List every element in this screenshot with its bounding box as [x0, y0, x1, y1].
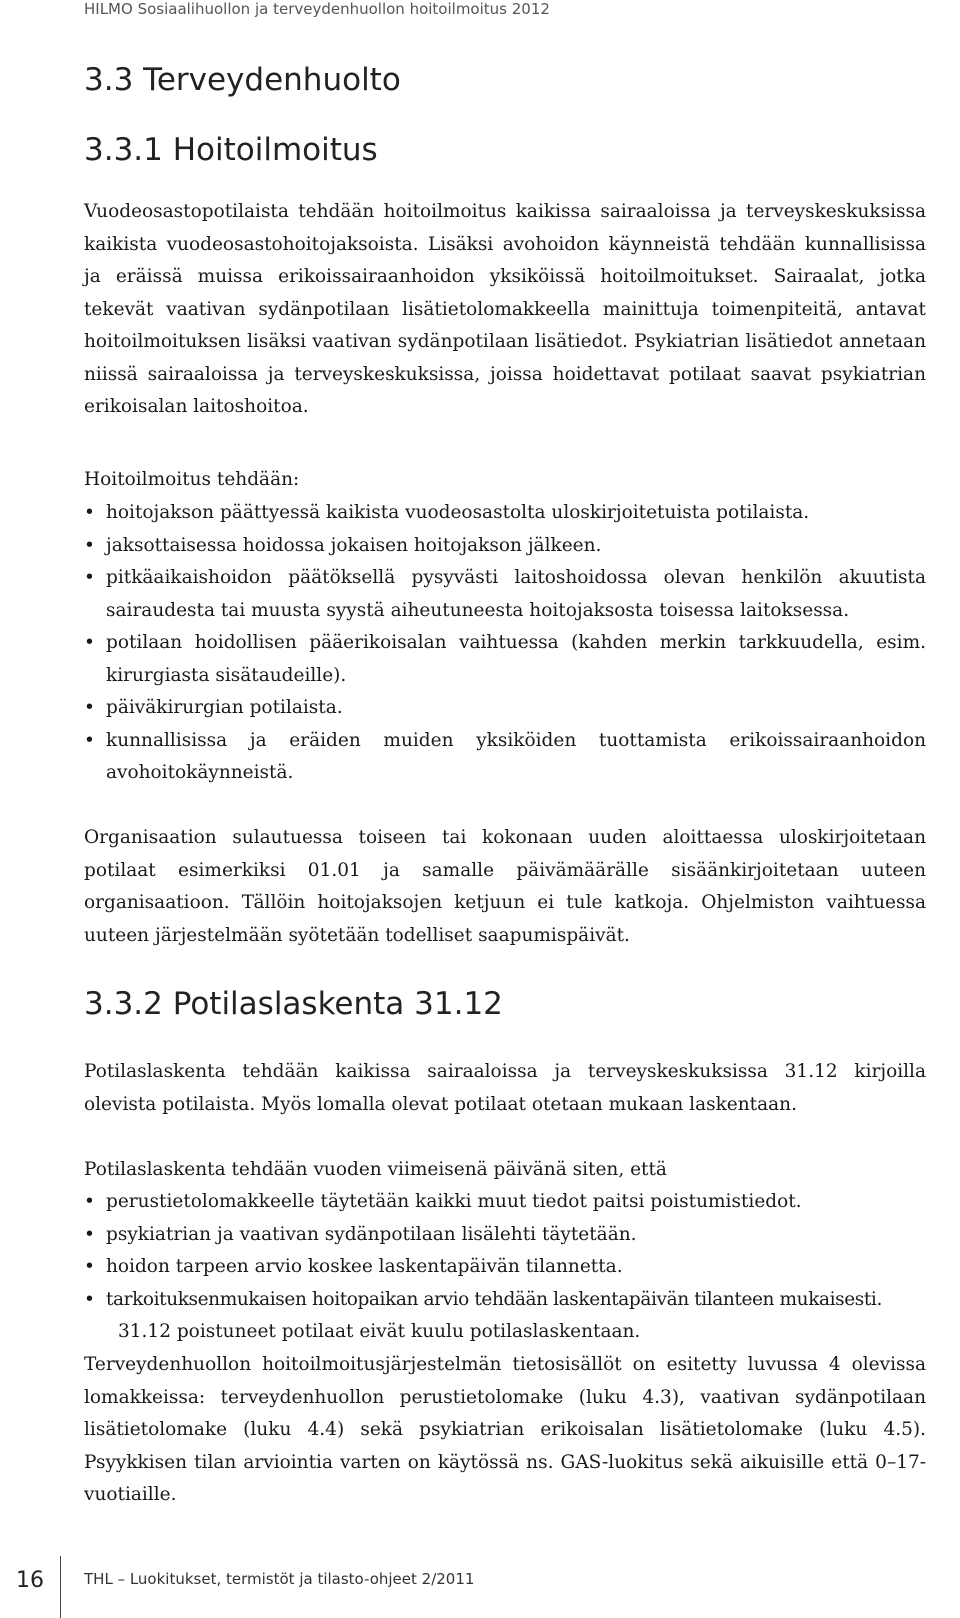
list-item: • potilaan hoidollisen pääerikoisalan vaihtuessa (kahden merkin tarkkuudella, esim. kirurgiasta sisätaudeille). [84, 627, 926, 692]
hoitoilmoitus-intro: Vuodeosastopotilaista tehdään hoitoilmoitus kaikissa sairaaloissa ja terveyskeskuksissa kaikista vuodeosastohoitojaksoista. Lisäksi avohoidon käynneistä tehdään kunnallisissa ja eräissä muissa erikoissairaanhoidon yksiköissä hoitoilmoitukset. Sairaalat, jotka tekevät vaativan sydänpotilaan lisätietolomakkeella mainittuja toimenpiteitä, antavat hoitoilmoituksen lisäksi vaativan sydänpotilaan lisätiedot. Psykiatrian lisätiedot annetaan niissä sairaaloissa ja terveyskeskuksissa, joissa hoidettavat potilaat saavat psykiatrian erikoisalan laitoshoitoa. [84, 201, 926, 417]
list-item: • perustietolomakkeelle täytetään kaikki muut tiedot paitsi poistumistiedot. [84, 1186, 926, 1219]
section-title: 3.3 Terveydenhuolto [84, 62, 401, 98]
list-item: • hoitojakson päättyessä kaikista vuodeosastolta uloskirjoitetuista potilaista. [84, 497, 926, 530]
list-item: • pitkäaikaishoidon päätöksellä pysyvästi laitoshoidossa olevan henkilön akuutista sairaudesta tai muusta syystä aiheutuneesta hoitojaksosta toisessa laitoksessa. [84, 562, 926, 627]
list-item: • jaksottaisessa hoidossa jokaisen hoitojakson jälkeen. [84, 530, 926, 563]
potilaslaskenta-bullet-list [84, 1186, 926, 1316]
page-number: 16 [16, 1568, 44, 1593]
running-header: HILMO Sosiaalihuollon ja terveydenhuollon hoitoilmoitus 2012 [84, 0, 550, 18]
potilaslaskenta-note: 31.12 poistuneet potilaat eivät kuulu potilaslaskentaan. [118, 1321, 641, 1342]
hoitoilmoitus-list-lead: Hoitoilmoitus tehdään: [84, 469, 300, 490]
footer-divider [60, 1556, 61, 1618]
closing-paragraph: Terveydenhuollon hoitoilmoitusjärjestelmän tietosisällöt on esitetty luvussa 4 olevissa lomakkeissa: terveydenhuollon perustietolomake (luku 4.3), vaativan sydänpotilaan lisätietolomake (luku 4.4) sekä psykiatrian erikoisalan lisätietolomake (luku 4.5). Psyykkisen tilan arviointia varten on käytössä ns. GAS-luokitus sekä aikuisille että 0–17-vuotiaille. [84, 1354, 926, 1505]
list-item: • päiväkirurgian potilaista. [84, 692, 926, 725]
hoitoilmoitus-bullet-list [84, 497, 926, 790]
organisation-paragraph: Organisaation sulautuessa toiseen tai kokonaan uuden aloittaessa uloskirjoitetaan potilaat esimerkiksi 01.01 ja samalle päivämäärälle sisäänkirjoitetaan uuteen organisaatioon. Tällöin hoitojaksojen ketjuun ei tule katkoja. Ohjelmiston vaihtuessa uuteen järjestelmään syötetään todelliset saapumispäivät. [84, 827, 926, 946]
potilaslaskenta-list-lead: Potilaslaskenta tehdään vuoden viimeisenä päivänä siten, että [84, 1159, 667, 1180]
subsection-title-hoitoilmoitus: 3.3.1 Hoitoilmoitus [84, 132, 378, 168]
list-item: • kunnallisissa ja eräiden muiden yksiköiden tuottamista erikoissairaanhoidon avohoitokäynneistä. [84, 725, 926, 790]
subsection-title-potilaslaskenta: 3.3.2 Potilaslaskenta 31.12 [84, 986, 503, 1022]
list-item: • tarkoituksenmukaisen hoitopaikan arvio tehdään laskentapäivän tilanteen mukaisesti. [84, 1284, 926, 1317]
potilaslaskenta-intro: Potilaslaskenta tehdään kaikissa sairaaloissa ja terveyskeskuksissa 31.12 kirjoilla olevista potilaista. Myös lomalla olevat potilaat otetaan mukaan laskentaan. [84, 1061, 926, 1115]
list-item: • psykiatrian ja vaativan sydänpotilaan lisälehti täytetään. [84, 1219, 926, 1252]
footer-publication: THL – Luokitukset, termistöt ja tilasto-ohjeet 2/2011 [84, 1570, 475, 1588]
list-item: • hoidon tarpeen arvio koskee laskentapäivän tilannetta. [84, 1251, 926, 1284]
